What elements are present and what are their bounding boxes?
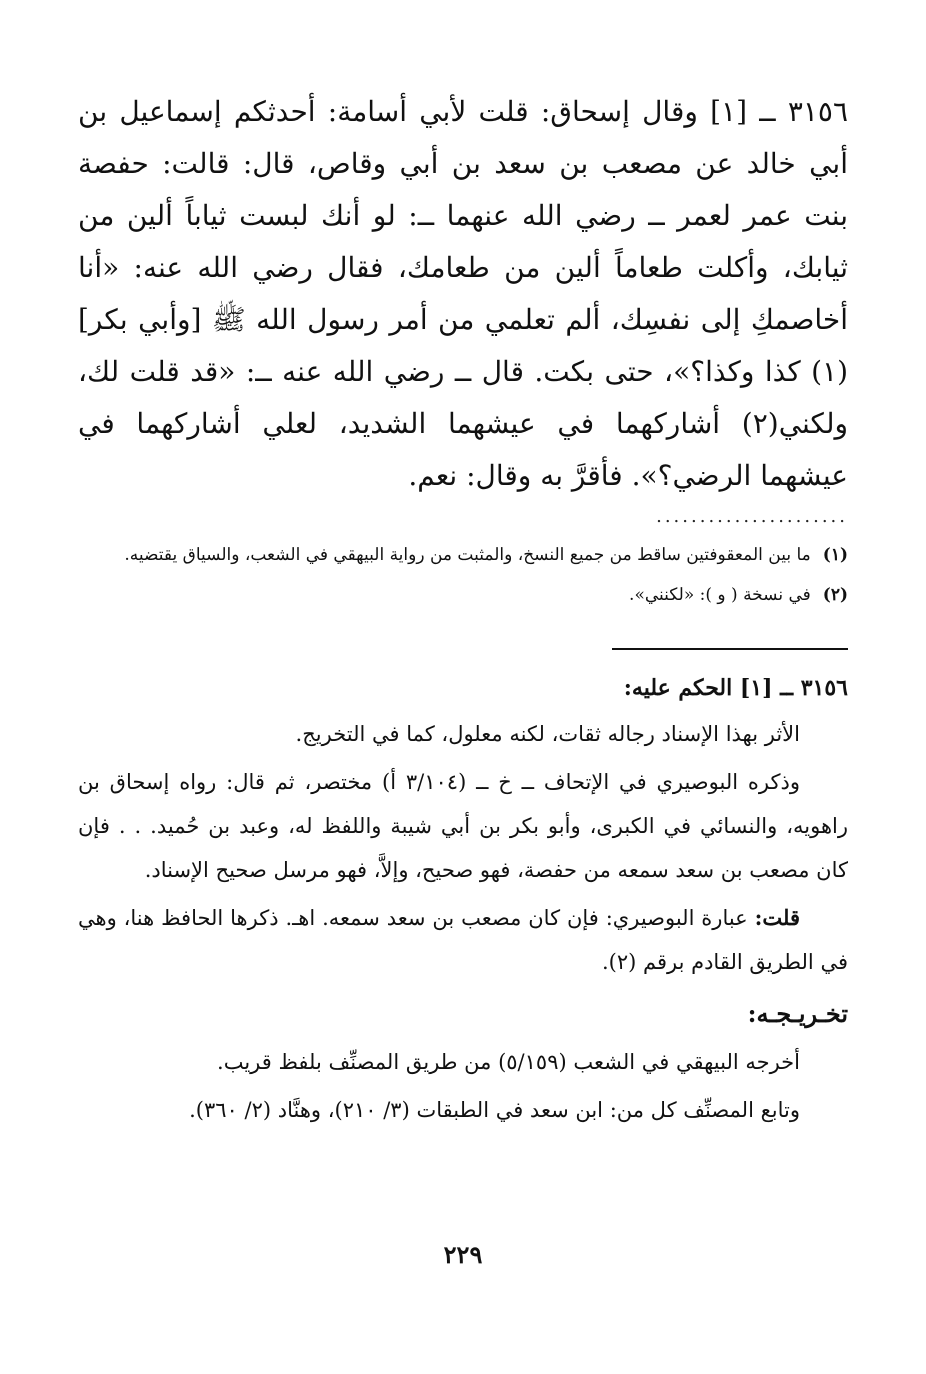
note-text: عبارة البوصيري: فإن كان مصعب بن سعد سمعه. اهـ. ذكرها الحافظ هنا، وهي في الطريق القادم برقم (٢).: [78, 906, 848, 974]
footnote-1: [78, 538, 848, 572]
busiri-paragraph: وذكره البوصيري في الإتحاف ــ خ ــ (٣/١٠٤ أ) مختصر، ثم قال: رواه إسحاق بن راهويه، والنسائي في الكبرى، وأبو بكر بن أبي شيبة واللفظ له، وعبد بن حُميد. . . فإن كان مصعب بن سعد سمعه من حفصة، فهو صحيح، وإلاَّ، فهو مرسل صحيح الإسناد.: [78, 770, 848, 882]
main-paragraph: ٣١٥٦ ــ [١] وقال إسحاق: قلت لأبي أسامة: أحدثكم إسماعيل بن أبي خالد عن مصعب بن سعد بن أبي وقاص، قال: قالت: حفصة بنت عمر لعمر ــ رضي الله عنهما ــ: لو أنك لبست ثياباً ألين من ثيابك، وأكلت طعاماً ألين من طعامك، فقال رضي الله عنه: «أنا أخاصمكِ إلى نفسِك، ألم تعلمي من أمر رسول الله ﷺ [وأبي بكر](١) كذا وكذا؟»، حتى بكت. قال ــ رضي الله عنه ــ: «قد قلت لك، ولكني(٢) أشاركهما في عيشهما الشديد، لعلي أشاركهما في عيشهما الرضي؟». فأقرَّ به وقال: نعم.: [78, 95, 848, 492]
takhrij-heading: تخـريـجـه:: [747, 999, 848, 1028]
page-number: ٢٢٩: [443, 1240, 483, 1269]
footnote-text: في نسخة ( و ): «لكنني».: [629, 585, 811, 605]
footnote-number: (٢): [822, 585, 848, 605]
main-text: [78, 86, 848, 502]
footnote-number: (١): [822, 545, 848, 565]
section-divider: [612, 648, 848, 650]
note-label: قلت:: [754, 905, 800, 930]
footnote-2: [78, 578, 848, 612]
ruling-paragraph: الأثر بهذا الإسناد رجاله ثقات، لكنه معلول، كما في التخريج.: [295, 722, 800, 746]
author-note-paragraph: [78, 896, 848, 984]
commentary: [78, 666, 848, 1132]
footnote-text: ما بين المعقوفتين ساقط من جميع النسخ، والمثبت من رواية البيهقي في الشعب، والسياق يقتضيه.: [124, 545, 811, 565]
footnote-separator-dots: ......................: [656, 506, 848, 527]
page-body: [78, 86, 848, 1136]
ruling-heading: ٣١٥٦ ــ [١] الحكم عليه:: [623, 675, 848, 701]
takhrij-paragraph-2: وتابع المصنِّف كل من: ابن سعد في الطبقات (٣/ ٢١٠)، وهنَّاد (٢/ ٣٦٠).: [189, 1098, 800, 1122]
footnotes: [78, 538, 848, 612]
takhrij-paragraph-1: أخرجه البيهقي في الشعب (٥/١٥٩) من طريق المصنِّف بلفظ قريب.: [217, 1050, 800, 1074]
